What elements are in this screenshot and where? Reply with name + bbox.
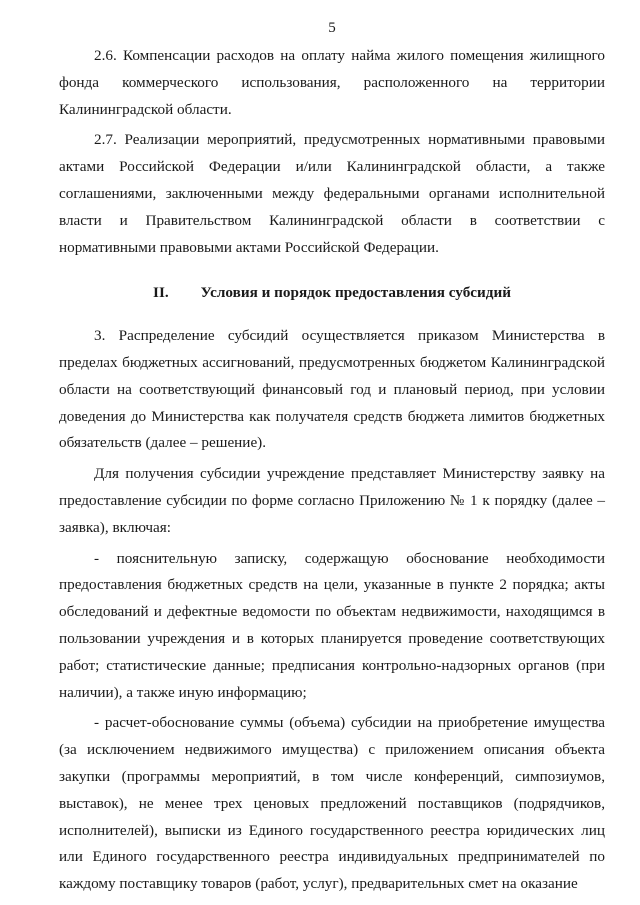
paragraph-2-6: 2.6. Компенсации расходов на оплату найма жилого помещения жилищного фонда коммерческого использования, расположенного на территории Калининградской области. xyxy=(59,47,605,118)
page-number: 5 xyxy=(328,20,336,36)
paragraph-3: 3. Распределение субсидий осуществляется приказом Министерства в пределах бюджетных ассигнований, предусмотренных бюджетом Калининградской области на соответствующий финансовый год и плановый период, при условии доведения до Министерства как получателя средств бюджета лимитов бюджетных обязательств (далее – решение). xyxy=(59,327,605,452)
paragraph-2-7: 2.7. Реализации мероприятий, предусмотренных нормативными правовыми актами Российской Федерации и/или Калининградской области, а также соглашениями, заключенными между федеральными органами исполнительной власти и Правительством Калининградской области в соответствии с нормативными правовыми актами Российской Федерации. xyxy=(59,131,605,256)
list-item-calculation: - расчет-обоснование суммы (объема) субсидии на приобретение имущества (за исключением недвижимого имущества) с приложением описания объекта закупки (программы мероприятий, в том числе конференций, симпозиумов, выставок), не менее трех ценовых предложений поставщиков (подрядчиков, исполнителей), выписки из Единого государственного реестра юридических лиц или Единого государственного реестра индивидуальных предпринимателей по каждому поставщику товаров (работ, услуг), предварительных смет на оказание xyxy=(59,714,605,893)
section-numeral: II. xyxy=(153,284,169,302)
document-body xyxy=(59,43,605,898)
list-item-explanatory-note: - пояснительную записку, содержащую обоснование необходимости предоставления бюджетных средств на цели, указанные в пункте 2 порядка; акты обследований и дефектные ведомости по объектам недвижимости, находящимся в пользовании учреждения и в которых планируется проведение соответствующих работ; статистические данные; предписания контрольно-надзорных органов (при наличии), а также иную информацию; xyxy=(59,549,605,701)
section-heading xyxy=(59,280,605,307)
paragraph-request: Для получения субсидии учреждение представляет Министерству заявку на предоставление субсидии по форме согласно Приложению № 1 к порядку (далее – заявка), включая: xyxy=(59,465,605,536)
section-title: Условия и порядок предоставления субсидий xyxy=(200,284,511,302)
